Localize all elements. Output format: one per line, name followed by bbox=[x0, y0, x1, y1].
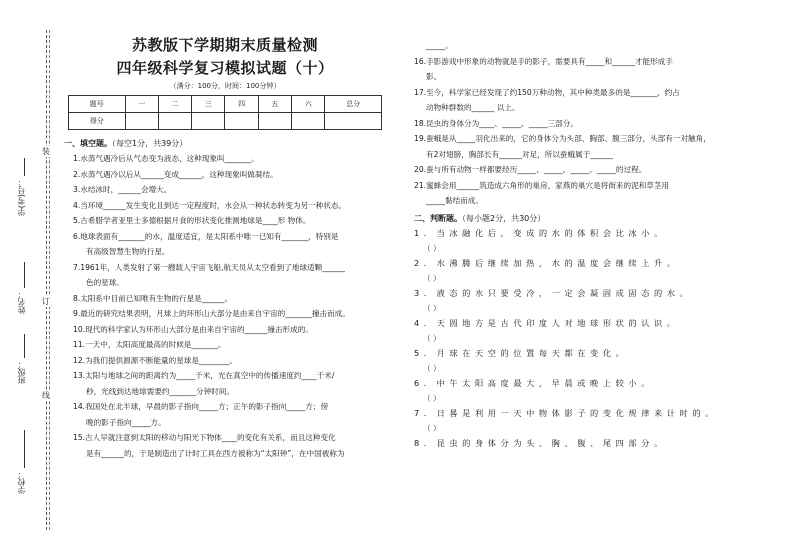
question-line: 晚的影子指向_____方。 bbox=[86, 417, 166, 427]
judge-question: 1．当冰融化后，变成的水的体积会比冰小。 bbox=[414, 227, 667, 238]
question-line: 7.1961年，人类发射了第一艘载人宇宙飞船,航天员从太空看到了地球适颗______ bbox=[73, 262, 345, 272]
answer-paren[interactable]: （ ） bbox=[423, 303, 441, 313]
question-line: 1.水蒸气遇冷后从气态变为液态，这种现象叫_______。 bbox=[73, 154, 259, 163]
exam-subtitle: （满分：100分，时间：100分钟） bbox=[169, 82, 281, 90]
question-line: 11.一天中，太阳高度最高的时候是_______。 bbox=[73, 340, 226, 349]
question-line: 12.为我们提供源源不断能量的星球是________。 bbox=[73, 355, 237, 365]
question-line: 21.蜜蜂会用______筑造成六角形的巢房，家燕的巢穴是将街来的泥和草茎用 bbox=[414, 180, 670, 190]
score-table bbox=[68, 95, 382, 130]
class-line bbox=[24, 334, 25, 358]
question-line: 色的星球。 bbox=[86, 278, 124, 287]
binding-mark-xian: 线 bbox=[42, 391, 50, 400]
question-line: _____黏结而成。 bbox=[426, 196, 483, 205]
score-cell[interactable] bbox=[158, 113, 191, 130]
question-line: 4.当环境______发生变化且到达一定程度时，水会从一种状态转变为另一种状态。 bbox=[73, 200, 347, 210]
answer-paren[interactable]: （ ） bbox=[423, 423, 441, 433]
judge-question: 5．月球在天空的位置每天都在变化。 bbox=[414, 347, 629, 358]
question-line: 17.至今，科学家已经发现了约150万种动物，其中种类最多的是_______，约占 bbox=[414, 87, 680, 97]
exam-title-line2: 四年级科学复习模拟试题（十） bbox=[116, 59, 334, 77]
section2-heading bbox=[414, 213, 776, 224]
binding-dashed-line bbox=[46, 30, 47, 530]
judge-question: 6．中午太阳高度最大，早晨或晚上较小。 bbox=[414, 377, 654, 388]
binding-margin bbox=[0, 0, 62, 548]
left-column bbox=[64, 34, 386, 461]
judge-question: 7．日晷是利用一天中物体影子的变化规律来计时的。 bbox=[414, 407, 718, 418]
section1-note: （每空1分，共39分） bbox=[112, 139, 188, 148]
section1-title: 一、填空题。 bbox=[64, 139, 112, 148]
question-line: 有高级智慧生物的行星。 bbox=[86, 247, 170, 256]
name-line bbox=[24, 262, 25, 288]
school-label: 学校： bbox=[17, 470, 26, 494]
question-line: 15.古人早就注意到太阳的移动与阳光下物体____的变化有关系，而且这种变化 bbox=[73, 433, 336, 442]
section2-note: （每小题2分，共30分） bbox=[462, 213, 546, 223]
question-line: 18.昆虫的身体分为____、_____、_____三部分。 bbox=[414, 118, 578, 128]
section2-title: 二、判断题。 bbox=[414, 213, 462, 223]
question-line: 10.现代的科学家认为环形山大部分是由来自宇宙的______撞击形成的。 bbox=[73, 324, 313, 334]
judge-question: 4．天圆地方是古代印度人对地球形状的认识。 bbox=[414, 317, 680, 328]
score-table-header-row bbox=[69, 96, 382, 113]
question-line: 影。 bbox=[426, 72, 442, 81]
question-line: 8.太阳系中目前已知唯有生物的行星是______。 bbox=[73, 293, 233, 303]
question-line: 3.水结冰时，______会增大。 bbox=[73, 185, 172, 194]
score-header-cell: 二 bbox=[158, 96, 191, 113]
score-cell[interactable] bbox=[192, 113, 225, 130]
answer-paren[interactable]: （ ） bbox=[423, 243, 441, 253]
score-cell[interactable] bbox=[325, 113, 382, 130]
score-header-cell: 三 bbox=[192, 96, 225, 113]
answer-paren[interactable]: （ ） bbox=[423, 333, 441, 343]
question-line: 16.手影游戏中形象的动物就是手的影子，需要具有_____和______才能形成手 bbox=[414, 56, 673, 66]
judge-question: 3．液态的水只要受冷，一定会凝固成固态的水。 bbox=[414, 287, 693, 298]
question-line: 动物种群数的______ 以上。 bbox=[426, 103, 520, 112]
question-line: 秒，光线到达地球需要约_______分钟时间。 bbox=[86, 386, 235, 396]
question-line: 2.水蒸气遇冷以后从______变成______，这种现象叫做凝结。 bbox=[73, 169, 278, 179]
question-line: 9.最近的研究结果表明，月球上的环形山大部分是由来自宇宙的_______撞击而成。 bbox=[73, 309, 350, 318]
binding-dashed-line-inner bbox=[49, 30, 50, 530]
question-line: 有2对翅膀，胸部长有______对足，所以蚕蛾属于______ bbox=[426, 149, 614, 159]
question-line: 20.蚕与所有动物一样都要经历_____、_____、_____、_____的过程。 bbox=[414, 165, 647, 174]
student-id-label: 学(考)号： bbox=[17, 178, 26, 217]
score-header-cell: 题号 bbox=[69, 96, 126, 113]
question-line: _____。 bbox=[426, 41, 453, 50]
score-cell[interactable] bbox=[125, 113, 158, 130]
student-id-line bbox=[24, 158, 25, 176]
judge-question: 2．水沸腾后继续加热，水的温度会继续上升。 bbox=[414, 257, 680, 268]
score-header-cell: 六 bbox=[292, 96, 325, 113]
score-cell[interactable] bbox=[258, 113, 291, 130]
binding-mark-ding: 订 bbox=[42, 297, 50, 306]
question-line: 是有______的，于是制造出了计时工具在西方被称为“太阳钟”，在中国被称为 bbox=[86, 448, 345, 458]
class-label: 班级： bbox=[17, 360, 26, 384]
question-line: 13.太阳与地球之间的距离约为_____千米，光在真空中的传播速度约____千米/ bbox=[73, 371, 335, 380]
binding-mark-zhuang: 装 bbox=[42, 147, 50, 156]
score-header-cell: 五 bbox=[258, 96, 291, 113]
right-column bbox=[414, 38, 776, 451]
score-header-cell: 四 bbox=[225, 96, 258, 113]
score-cell[interactable] bbox=[225, 113, 258, 130]
name-label: 姓名： bbox=[17, 290, 26, 314]
score-header-cell: 一 bbox=[125, 96, 158, 113]
question-line: 19.蚕蛾是从_____羽化出来的，它的身体分为头部、胸部、腹三部分，头部有一对触角， bbox=[414, 134, 711, 143]
score-header-cell: 总分 bbox=[325, 96, 382, 113]
answer-paren[interactable]: （ ） bbox=[423, 273, 441, 283]
exam-title-line1: 苏教版下学期期末质量检测 bbox=[131, 36, 318, 54]
answer-paren[interactable]: （ ） bbox=[423, 393, 441, 403]
question-line: 6.地球表面有_______的水，温度适宜，是太阳系中唯一已知有_______，特别是 bbox=[73, 231, 339, 241]
question-line: 5.古希腊学者亚里士多德根据月食的形状变化推测地球是____形 物体。 bbox=[73, 216, 311, 225]
section1-heading bbox=[64, 138, 386, 149]
score-table-score-row bbox=[69, 113, 382, 130]
school-line bbox=[24, 430, 25, 468]
score-cell[interactable] bbox=[292, 113, 325, 130]
judge-question: 8．昆虫的身体分为头、胸、腹、尾四部分。 bbox=[414, 437, 667, 448]
answer-paren[interactable]: （ ） bbox=[423, 363, 441, 373]
question-line: 14.我国处在北半球，早晨的影子指向_____方；正午的影子指向_____方；傍 bbox=[73, 402, 329, 411]
score-row-label: 得分 bbox=[69, 113, 126, 130]
